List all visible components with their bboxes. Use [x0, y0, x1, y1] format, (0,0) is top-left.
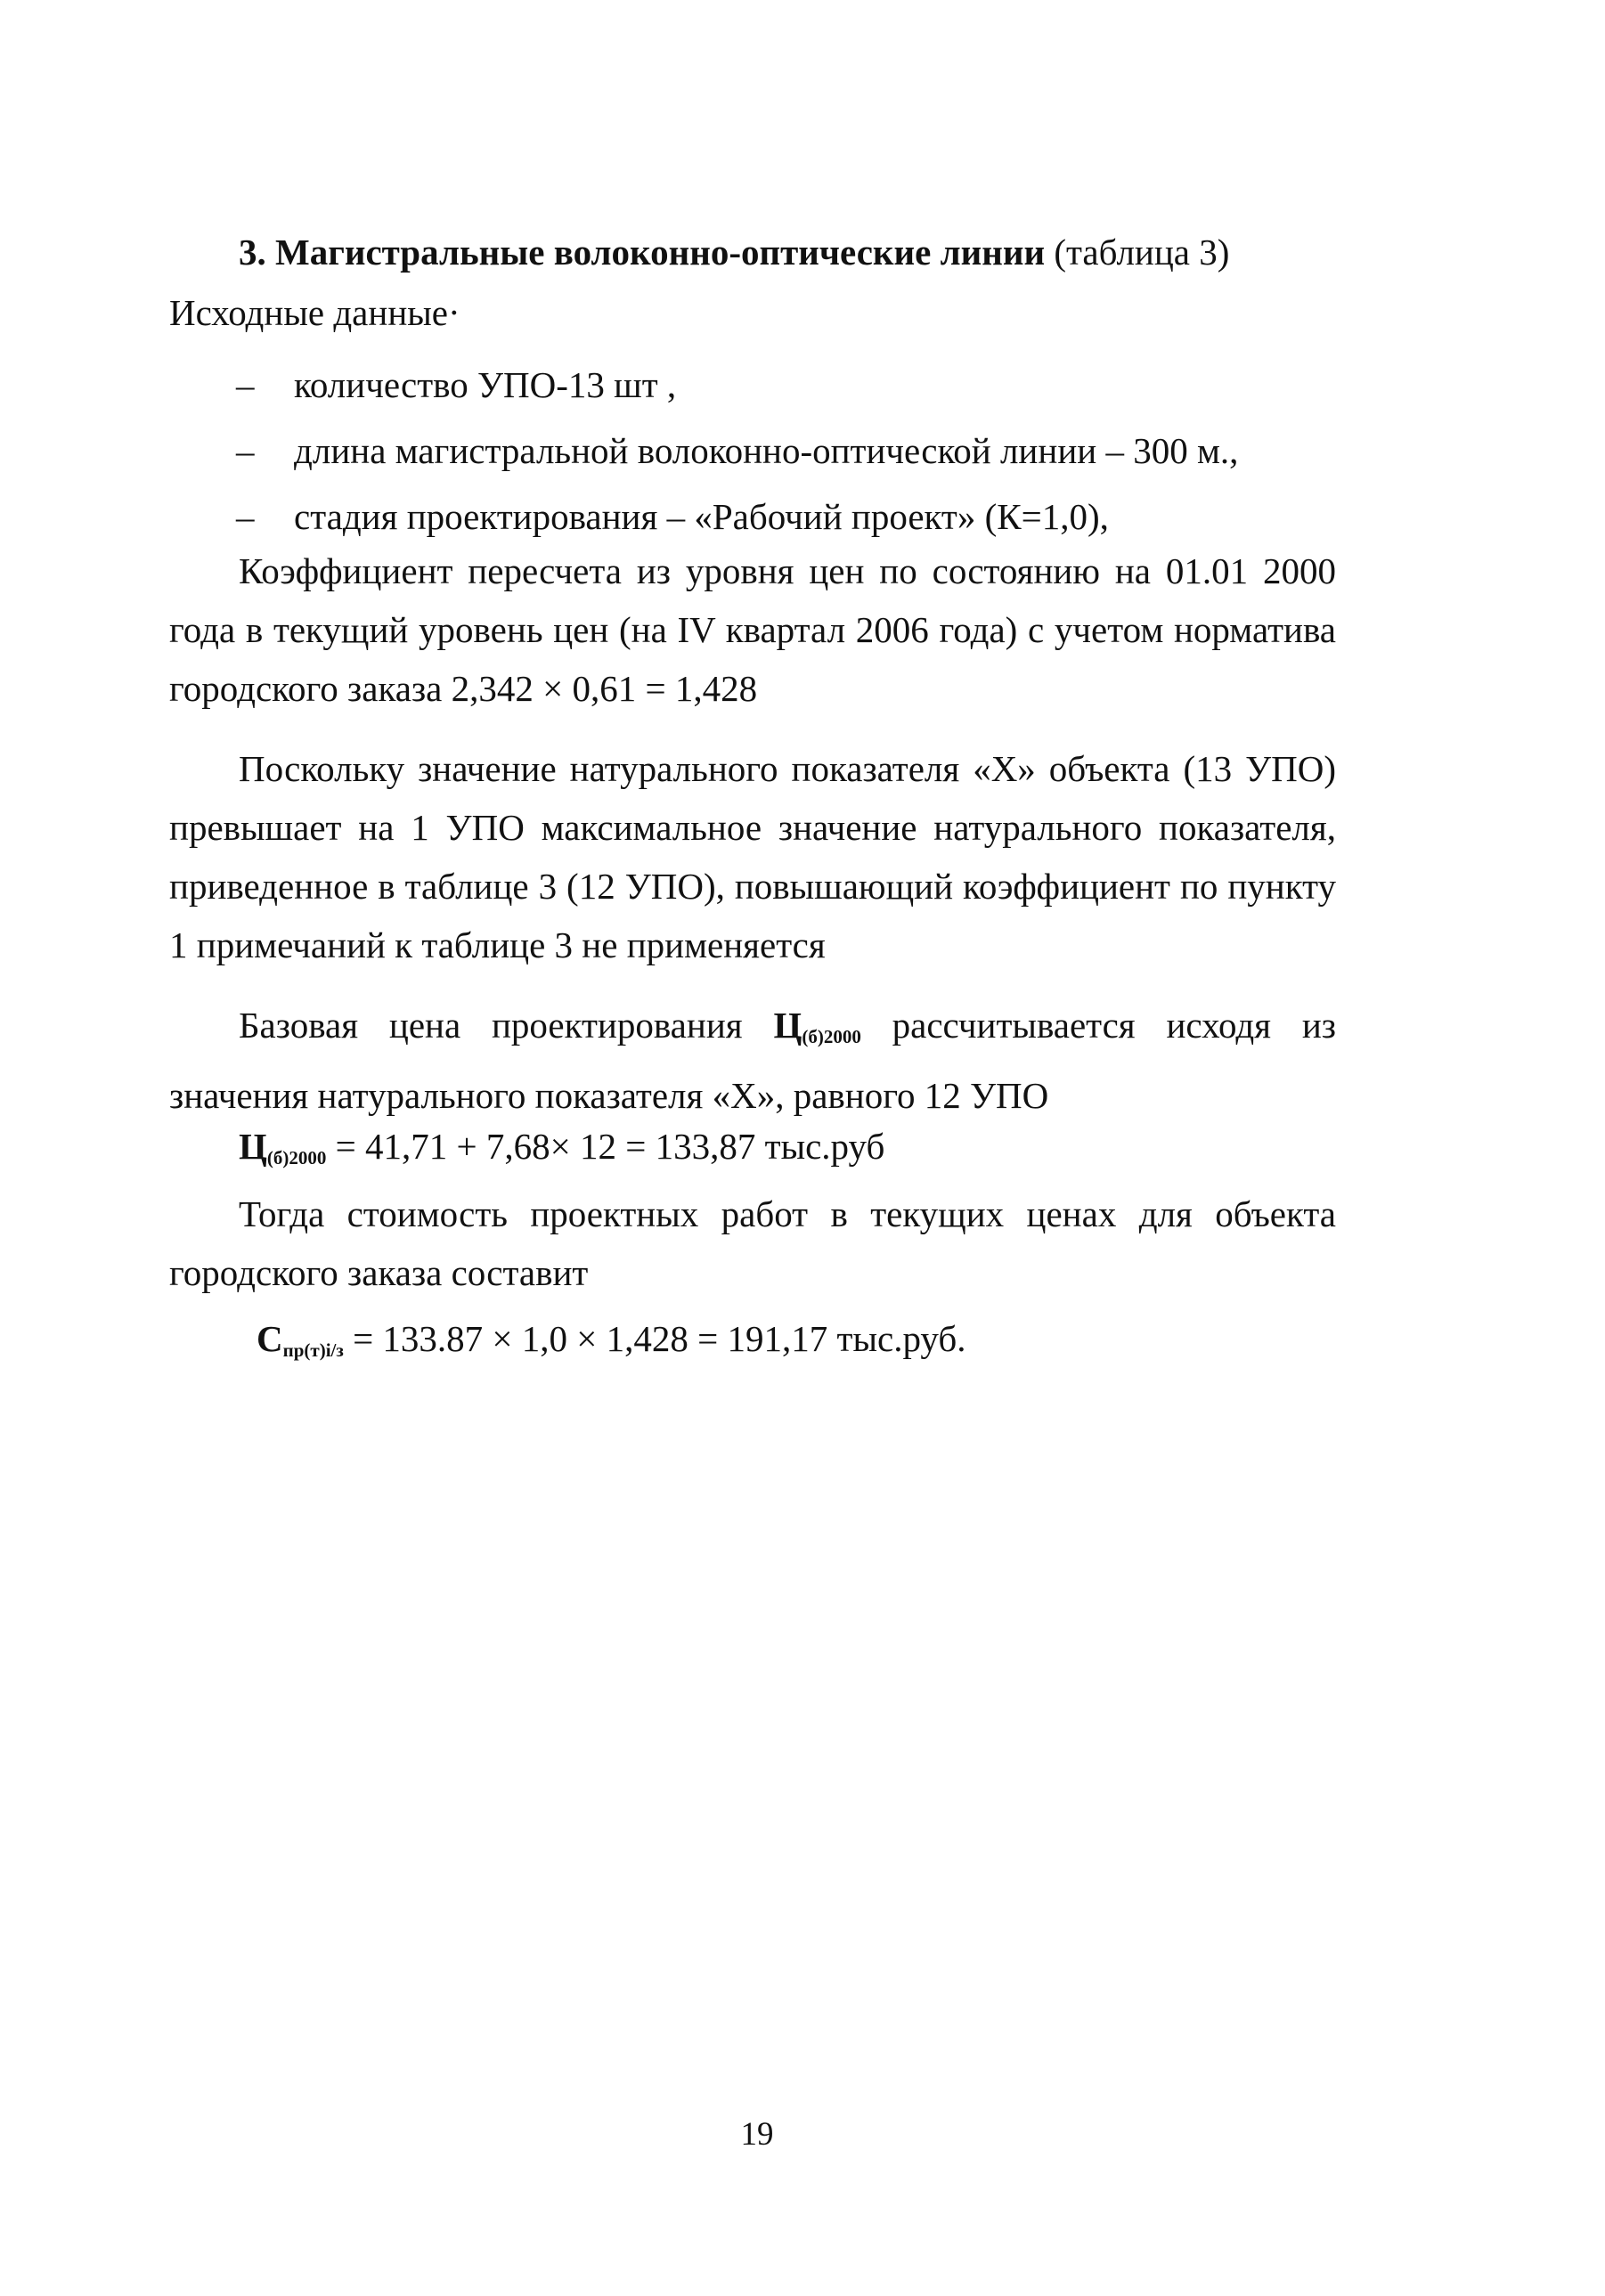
list-item — [236, 484, 1336, 550]
base-price-text-before: Базовая цена проектирования — [239, 1005, 774, 1046]
base-price-symbol-subscript: (б)2000 — [802, 1026, 861, 1047]
natural-indicator-paragraph: Поскольку значение натурального показателя «Х» объекта (13 УПО) превышает на 1 УПО максимальное значение натурального показателя, приведенное в таблице 3 (12 УПО), повышающий коэффициент по пункту 1 примечаний к таблице 3 не применяется — [169, 748, 1336, 965]
recalc-coefficient-paragraph: Коэффициент пересчета из уровня цен по состоянию на 01.01 2000 года в текущий уровень цен (на IV квартал 2006 года) с учетом норматива городского заказа 2,342 × 0,61 = 1,428 — [169, 550, 1336, 709]
section-heading-table-ref: (таблица 3) — [1045, 232, 1230, 273]
project-cost-formula — [257, 1309, 966, 1380]
formula-symbol: С — [257, 1318, 283, 1359]
list-dash: – — [236, 496, 255, 537]
initial-data-list — [236, 352, 1336, 550]
list-dash: – — [236, 430, 255, 471]
list-item — [236, 418, 1336, 484]
formula-expression: = 41,71 + 7,68× 12 = 133,87 тыс.руб — [326, 1126, 885, 1167]
list-item-text: длина магистральной волоконно-оптической линии – 300 м., — [294, 430, 1239, 471]
list-item-text: стадия проектирования – «Рабочий проект» (К=1,0), — [294, 496, 1109, 537]
formula-subscript: пр(т)і/з — [282, 1339, 344, 1361]
page-number: 19 — [740, 2116, 774, 2153]
formula-expression: = 133.87 × 1,0 × 1,428 = 191,17 тыс.руб. — [343, 1318, 966, 1359]
section-heading-title: 3. Магистральные волоконно-оптические линии — [239, 232, 1046, 273]
list-item — [236, 352, 1336, 418]
formula-subscript: (б)2000 — [266, 1147, 327, 1168]
list-dash: – — [236, 364, 255, 405]
project-cost-paragraph: Тогда стоимость проектных работ в текущих ценах для объекта городского заказа составит — [169, 1193, 1336, 1293]
base-price-formula — [239, 1117, 884, 1187]
initial-data-label: Исходные данные· — [169, 292, 460, 333]
formula-symbol: Ц — [239, 1126, 267, 1167]
base-price-symbol: Ц — [773, 1005, 802, 1046]
base-price-text-after: рассчитывается исходя из значения натурального показателя «Х», равного 12 УПО — [169, 1005, 1336, 1116]
section-heading — [239, 223, 1336, 281]
list-item-text: количество УПО-13 шт , — [294, 364, 677, 405]
base-price-paragraph — [169, 996, 1336, 1125]
